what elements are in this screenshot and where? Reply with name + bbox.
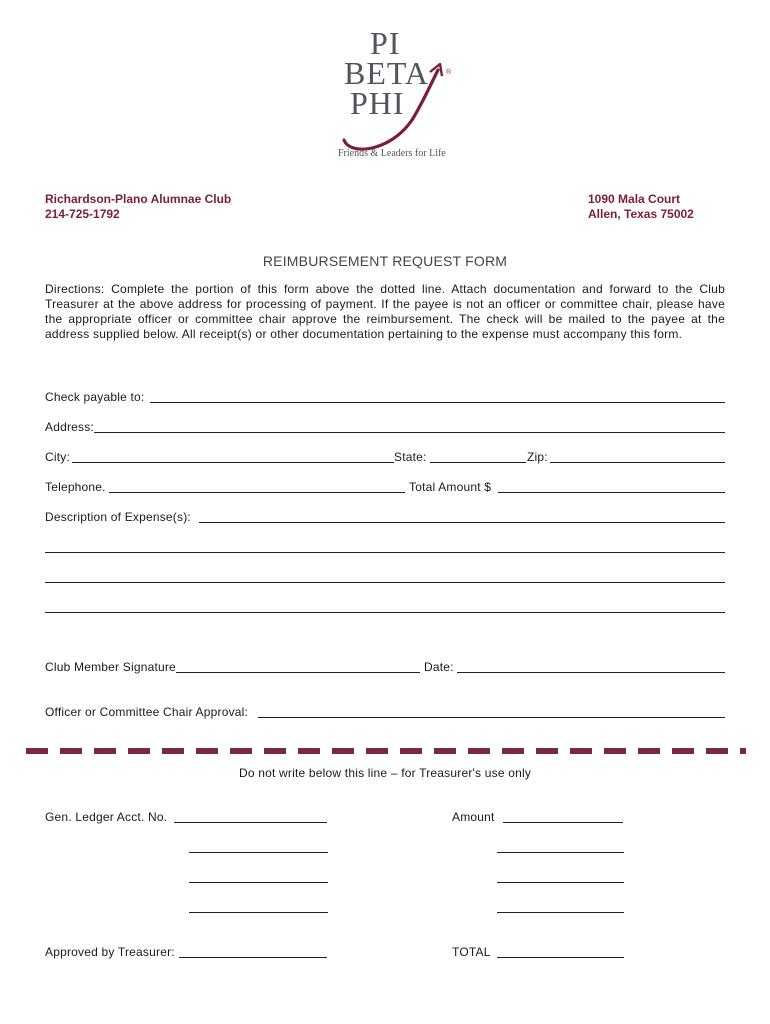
logo-tagline: Friends & Leaders for Life	[338, 148, 446, 159]
officer-approval-field[interactable]	[258, 717, 725, 718]
check-payable-field[interactable]	[150, 402, 725, 403]
state-field[interactable]	[430, 462, 526, 463]
svg-text:®: ®	[446, 69, 452, 76]
description-field-3[interactable]	[45, 582, 725, 583]
date-field[interactable]	[457, 672, 725, 673]
club-name: Richardson-Plano Alumnae Club	[45, 192, 232, 206]
member-signature-label: Club Member Signature	[45, 660, 176, 674]
address-label: Address:	[45, 420, 94, 434]
club-city-state-zip: Allen, Texas 75002	[588, 207, 694, 221]
description-field-4[interactable]	[45, 612, 725, 613]
directions-text: Directions: Complete the portion of this form above the dotted line. Attach documentation and forward to the Club Treasurer at the above address for processing of payment. If the payee is not an officer or committee chair, please have the appropriate officer or committee chair approve the reimbursement. The check will be mailed to the payee at the address supplied below. All receipt(s) or other documentation pertaining to the expense must accompany this form.	[45, 282, 725, 341]
logo-line-phi: PHI	[350, 85, 405, 121]
member-signature-field[interactable]	[176, 672, 420, 673]
total-amount-field[interactable]	[498, 492, 725, 493]
amount-field-3[interactable]	[497, 882, 624, 883]
description-field-2[interactable]	[45, 552, 725, 553]
zip-field[interactable]	[550, 462, 725, 463]
logo-line-pi: PI	[370, 25, 401, 61]
officer-approval-label: Officer or Committee Chair Approval:	[45, 705, 249, 719]
zip-label: Zip:	[527, 450, 548, 464]
form-title: REIMBURSEMENT REQUEST FORM	[262, 253, 508, 269]
telephone-field[interactable]	[109, 492, 405, 493]
city-label: City:	[45, 450, 70, 464]
approved-by-field[interactable]	[179, 957, 327, 958]
address-field[interactable]	[94, 432, 725, 433]
club-phone: 214-725-1792	[45, 207, 120, 221]
total-amount-label: Total Amount $	[409, 480, 492, 494]
ledger-field-3[interactable]	[189, 882, 328, 883]
ledger-field-2[interactable]	[189, 852, 328, 853]
ledger-field-1[interactable]	[174, 822, 327, 823]
amount-field-2[interactable]	[497, 852, 624, 853]
club-street: 1090 Mala Court	[588, 192, 681, 206]
treasurer-note: Do not write below this line – for Treasurer's use only	[238, 766, 532, 780]
telephone-label: Telephone.	[45, 480, 106, 494]
city-field[interactable]	[72, 462, 394, 463]
amount-field-4[interactable]	[497, 912, 624, 913]
logo-line-beta: BETA	[344, 55, 429, 91]
approved-by-label: Approved by Treasurer:	[45, 945, 175, 959]
date-label: Date:	[424, 660, 454, 674]
amount-field-1[interactable]	[503, 822, 623, 823]
total-label: TOTAL	[452, 945, 491, 959]
amount-label: Amount	[452, 810, 495, 824]
description-label: Description of Expense(s):	[45, 510, 191, 524]
logo	[330, 25, 460, 163]
ledger-label: Gen. Ledger Acct. No.	[45, 810, 168, 824]
check-payable-label: Check payable to:	[45, 390, 145, 404]
description-field-1[interactable]	[199, 522, 725, 523]
state-label: State:	[394, 450, 427, 464]
total-field[interactable]	[497, 957, 624, 958]
dotted-separator	[26, 748, 746, 754]
ledger-field-4[interactable]	[189, 912, 328, 913]
